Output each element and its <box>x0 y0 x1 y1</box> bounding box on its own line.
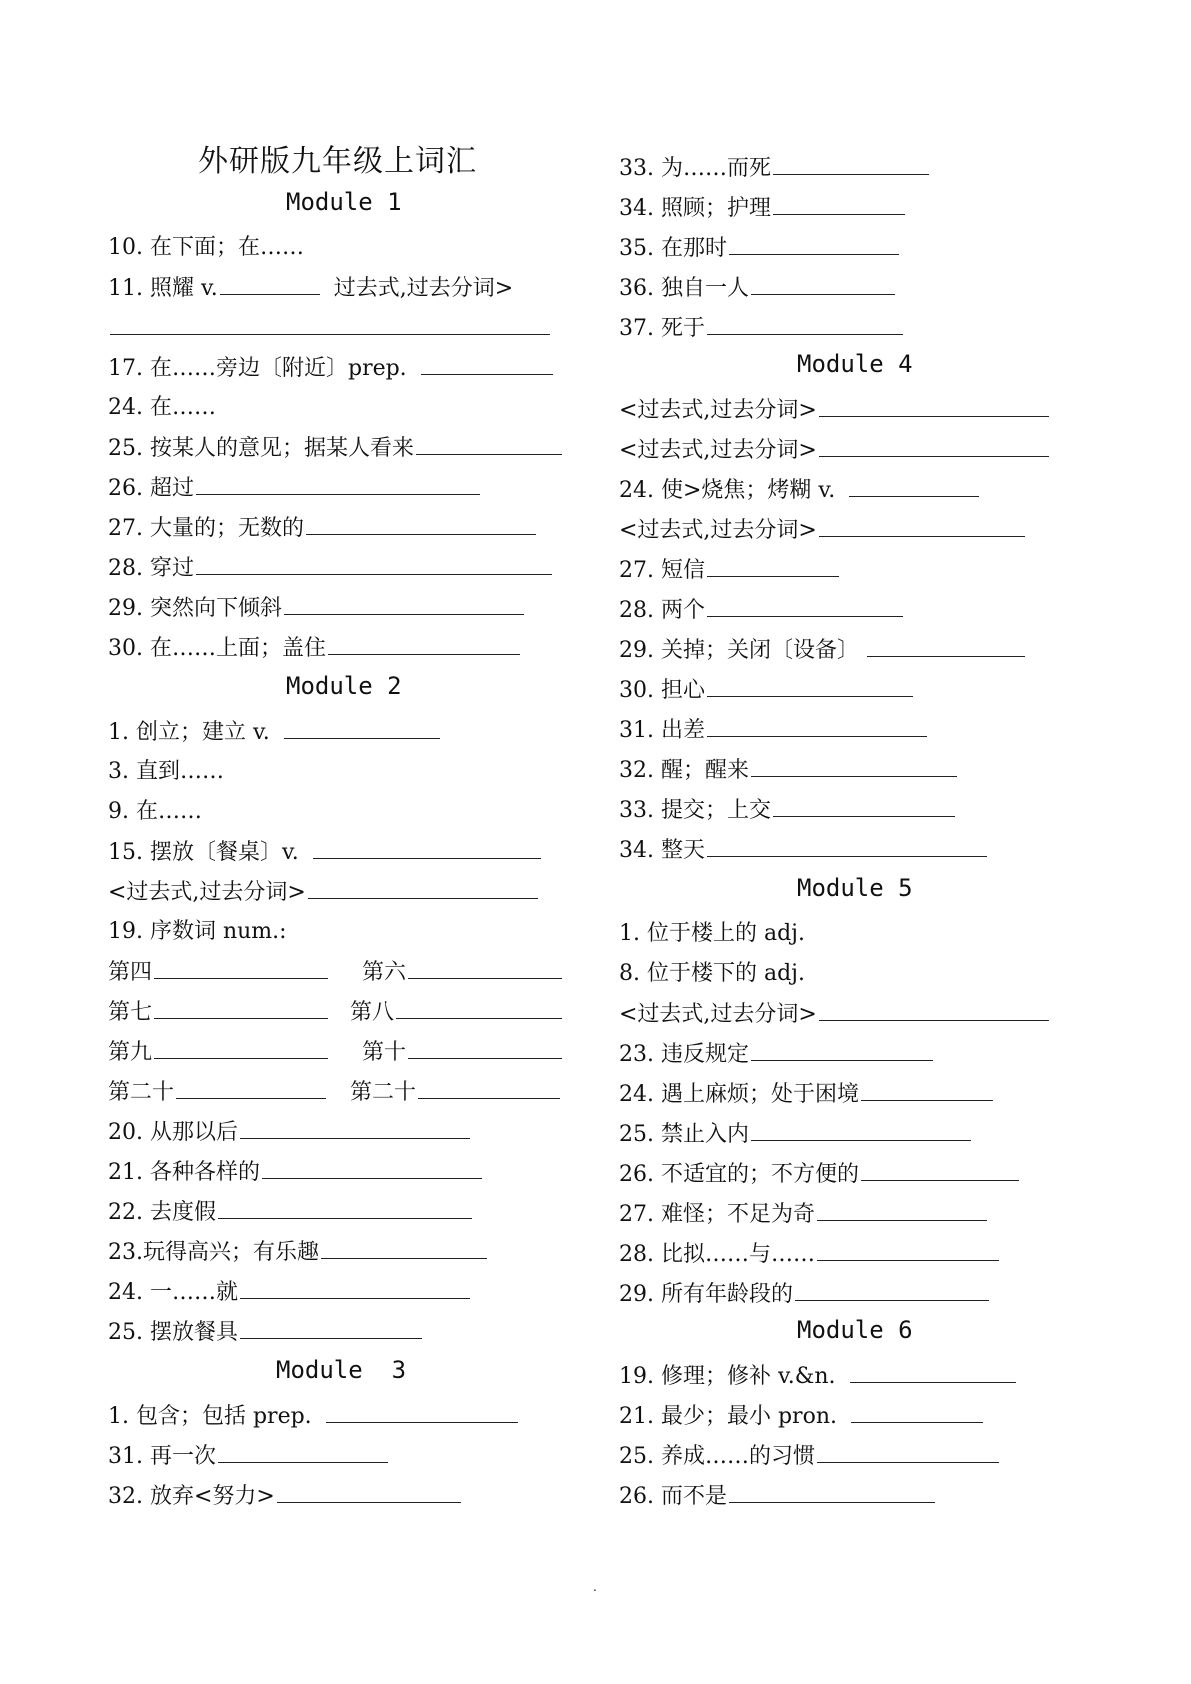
answer-blank[interactable] <box>154 952 328 979</box>
vocab-item: 26. 超过 <box>108 468 480 508</box>
answer-blank[interactable] <box>861 1154 1019 1181</box>
vocab-item: 30. 担心 <box>619 670 913 710</box>
vocab-item: <过去式,过去分词> <box>619 430 1049 470</box>
answer-blank[interactable] <box>851 1396 983 1423</box>
answer-blank[interactable] <box>751 1034 933 1061</box>
vocab-item: 33. 提交；上交 <box>619 790 955 830</box>
answer-blank[interactable] <box>240 1112 470 1139</box>
vocab-item: 29. 关掉；关闭〔设备〕 <box>619 630 1025 670</box>
vocab-item: 29. 突然向下倾斜 <box>108 588 524 628</box>
answer-blank[interactable] <box>773 790 955 817</box>
answer-blank[interactable] <box>819 994 1049 1021</box>
answer-blank[interactable] <box>240 1272 470 1299</box>
vocab-item: 21. 各种各样的 <box>108 1152 482 1192</box>
document-title: 外研版九年级上词汇 <box>198 144 477 179</box>
answer-blank[interactable] <box>751 750 957 777</box>
vocab-item: 24. 在…… <box>108 395 216 420</box>
ordinal-row: 第九 第十 <box>108 1032 598 1072</box>
answer-blank[interactable] <box>729 228 899 255</box>
vocab-item: 1. 位于楼上的 adj. <box>619 921 805 946</box>
ordinal-row: 第七 第八 <box>108 992 598 1032</box>
vocab-item: 27. 大量的；无数的 <box>108 508 536 548</box>
vocab-item: 25. 按某人的意见；据某人看来 <box>108 428 562 468</box>
answer-blank[interactable] <box>707 590 903 617</box>
vocab-item: 28. 穿过 <box>108 548 552 588</box>
vocab-item: 25. 禁止入内 <box>619 1114 971 1154</box>
answer-blank[interactable] <box>418 1072 560 1099</box>
answer-blank[interactable] <box>707 830 987 857</box>
vocab-item: 32. 醒；醒来 <box>619 750 957 790</box>
answer-blank[interactable] <box>867 630 1025 657</box>
answer-blank[interactable] <box>819 510 1025 537</box>
vocab-item: <过去式,过去分词> <box>619 510 1025 550</box>
answer-blank[interactable] <box>154 1032 328 1059</box>
answer-line <box>108 308 550 348</box>
vocab-item: 22. 去度假 <box>108 1192 472 1232</box>
vocab-item: 27. 难怪；不足为奇 <box>619 1194 987 1234</box>
answer-blank[interactable] <box>707 670 913 697</box>
answer-blank[interactable] <box>321 1232 487 1259</box>
vocab-item: 31. 出差 <box>619 710 927 750</box>
answer-blank[interactable] <box>154 992 328 1019</box>
answer-blank[interactable] <box>196 548 552 575</box>
vocab-item: 11. 照耀 v. 过去式,过去分词> <box>108 268 513 308</box>
vocab-item: 37. 死于 <box>619 308 903 348</box>
answer-blank[interactable] <box>408 952 562 979</box>
answer-blank[interactable] <box>751 268 895 295</box>
vocab-item: 25. 摆放餐具 <box>108 1312 422 1352</box>
answer-blank[interactable] <box>326 1396 518 1423</box>
answer-blank[interactable] <box>196 468 480 495</box>
vocab-item: 8. 位于楼下的 adj. <box>619 961 805 986</box>
answer-blank[interactable] <box>306 508 536 535</box>
answer-blank[interactable] <box>396 992 562 1019</box>
vocab-item: 21. 最少；最小 pron. <box>619 1396 983 1436</box>
answer-blank[interactable] <box>308 872 538 899</box>
answer-blank[interactable] <box>284 588 524 615</box>
module-3-heading: Module 3 <box>276 1356 407 1384</box>
vocab-item: 36. 独自一人 <box>619 268 895 308</box>
vocab-item: 1. 包含；包括 prep. <box>108 1396 518 1436</box>
vocab-item: <过去式,过去分词> <box>619 390 1049 430</box>
answer-blank[interactable] <box>773 148 929 175</box>
vocab-item: 20. 从那以后 <box>108 1112 470 1152</box>
vocab-item: 31. 再一次 <box>108 1436 388 1476</box>
vocab-item: 15. 摆放〔餐桌〕v. <box>108 832 541 872</box>
answer-blank[interactable] <box>817 1436 999 1463</box>
vocab-item: 19. 序数词 num.: <box>108 919 287 944</box>
vocab-item: <过去式,过去分词> <box>108 872 538 912</box>
answer-blank[interactable] <box>850 1356 1016 1383</box>
answer-blank[interactable] <box>110 308 550 335</box>
answer-blank[interactable] <box>707 710 927 737</box>
vocab-item: 28. 比拟……与…… <box>619 1234 999 1274</box>
vocab-item: 34. 照顾；护理 <box>619 188 905 228</box>
answer-blank[interactable] <box>313 832 541 859</box>
module-2-heading: Module 2 <box>286 672 402 700</box>
vocab-item: 3. 直到…… <box>108 759 224 784</box>
answer-blank[interactable] <box>176 1072 326 1099</box>
module-1-heading: Module 1 <box>286 188 402 216</box>
answer-blank[interactable] <box>218 1192 472 1219</box>
answer-blank[interactable] <box>861 1074 993 1101</box>
vocab-item: 24. 遇上麻烦；处于困境 <box>619 1074 993 1114</box>
vocab-item: <过去式,过去分词> <box>619 994 1049 1034</box>
vocab-item: 29. 所有年龄段的 <box>619 1274 989 1314</box>
answer-blank[interactable] <box>240 1312 422 1339</box>
vocab-item: 19. 修理；修补 v.&n. <box>619 1356 1016 1396</box>
answer-blank[interactable] <box>795 1274 989 1301</box>
vocab-item: 33. 为……而死 <box>619 148 929 188</box>
vocab-item: 28. 两个 <box>619 590 903 630</box>
vocab-item: 35. 在那时 <box>619 228 899 268</box>
answer-blank[interactable] <box>817 1234 999 1261</box>
answer-blank[interactable] <box>707 550 839 577</box>
answer-blank[interactable] <box>220 268 320 295</box>
answer-blank[interactable] <box>819 430 1049 457</box>
answer-blank[interactable] <box>421 348 553 375</box>
ordinal-row: 第二十 第二十 <box>108 1072 598 1112</box>
vocab-item: 34. 整天 <box>619 830 987 870</box>
answer-blank[interactable] <box>277 1476 461 1503</box>
answer-blank[interactable] <box>262 1152 482 1179</box>
answer-blank[interactable] <box>408 1032 562 1059</box>
footer-mark: . <box>593 1580 597 1594</box>
vocab-item: 25. 养成……的习惯 <box>619 1436 999 1476</box>
vocab-item: 32. 放弃<努力> <box>108 1476 461 1516</box>
module-4-heading: Module 4 <box>797 350 913 378</box>
answer-blank[interactable] <box>751 1114 971 1141</box>
answer-blank[interactable] <box>416 428 562 455</box>
vocab-item: 10. 在下面；在…… <box>108 235 304 260</box>
vocab-item: 26. 不适宜的；不方便的 <box>619 1154 1019 1194</box>
answer-blank[interactable] <box>817 1194 987 1221</box>
vocab-item: 17. 在……旁边〔附近〕prep. <box>108 348 553 388</box>
vocab-item: 1. 创立；建立 v. <box>108 712 440 752</box>
module-5-heading: Module 5 <box>797 874 913 902</box>
vocab-item: 24. 使>烧焦；烤糊 v. <box>619 470 979 510</box>
vocab-item: 9. 在…… <box>108 799 202 824</box>
answer-blank[interactable] <box>849 470 979 497</box>
vocab-item: 23. 违反规定 <box>619 1034 933 1074</box>
vocab-item: 27. 短信 <box>619 550 839 590</box>
vocab-item: 23.玩得高兴；有乐趣 <box>108 1232 487 1272</box>
ordinal-row: 第四 第六 <box>108 952 598 992</box>
answer-blank[interactable] <box>218 1436 388 1463</box>
vocab-item: 24. 一……就 <box>108 1272 470 1312</box>
vocab-item: 30. 在……上面；盖住 <box>108 628 520 668</box>
answer-blank[interactable] <box>773 188 905 215</box>
vocab-item: 26. 而不是 <box>619 1476 935 1516</box>
answer-blank[interactable] <box>819 390 1049 417</box>
module-6-heading: Module 6 <box>797 1316 913 1344</box>
answer-blank[interactable] <box>328 628 520 655</box>
answer-blank[interactable] <box>284 712 440 739</box>
answer-blank[interactable] <box>729 1476 935 1503</box>
answer-blank[interactable] <box>707 308 903 335</box>
